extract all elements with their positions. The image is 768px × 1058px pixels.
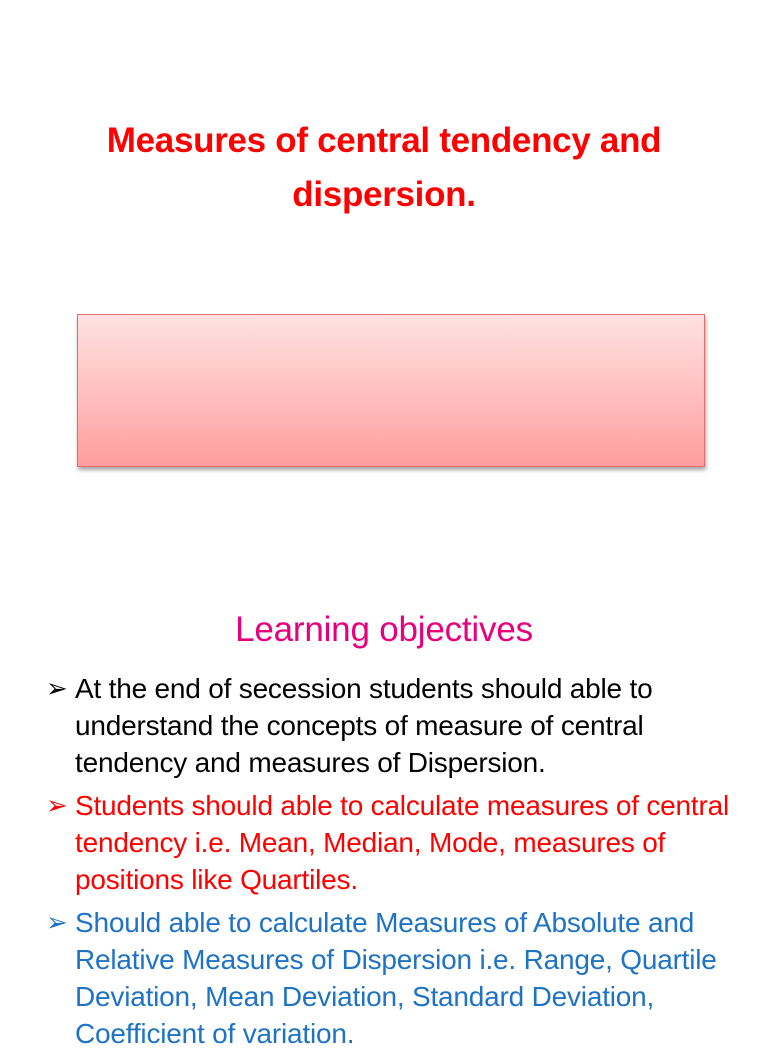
- objective-text: At the end of secession students should able to understand the concepts of measure of central tendency and measures of Dispersion.: [75, 673, 653, 778]
- arrow-bullet-icon: ➢: [46, 907, 68, 937]
- objective-text: Should able to calculate Measures of Absolute and Relative Measures of Dispersion i.e. Range, Quartile Deviation, Mean Deviation, Standard Deviation, Coefficient of variation.: [75, 907, 717, 1049]
- objective-item: [46, 787, 746, 898]
- objective-text: Students should able to calculate measures of central tendency i.e. Mean, Median, Mode, measures of positions like Quartiles.: [75, 790, 730, 895]
- pink-placeholder-box: [77, 314, 705, 467]
- objective-item: [46, 670, 746, 781]
- slide-title: Measures of central tendency and dispersion.: [106, 121, 662, 214]
- arrow-bullet-icon: ➢: [46, 790, 68, 820]
- objective-item: [46, 904, 746, 1052]
- objectives-heading: Learning objectives: [235, 610, 533, 649]
- arrow-bullet-icon: ➢: [46, 673, 68, 703]
- objectives-slide: [0, 560, 768, 1049]
- objectives-list: [46, 670, 746, 1058]
